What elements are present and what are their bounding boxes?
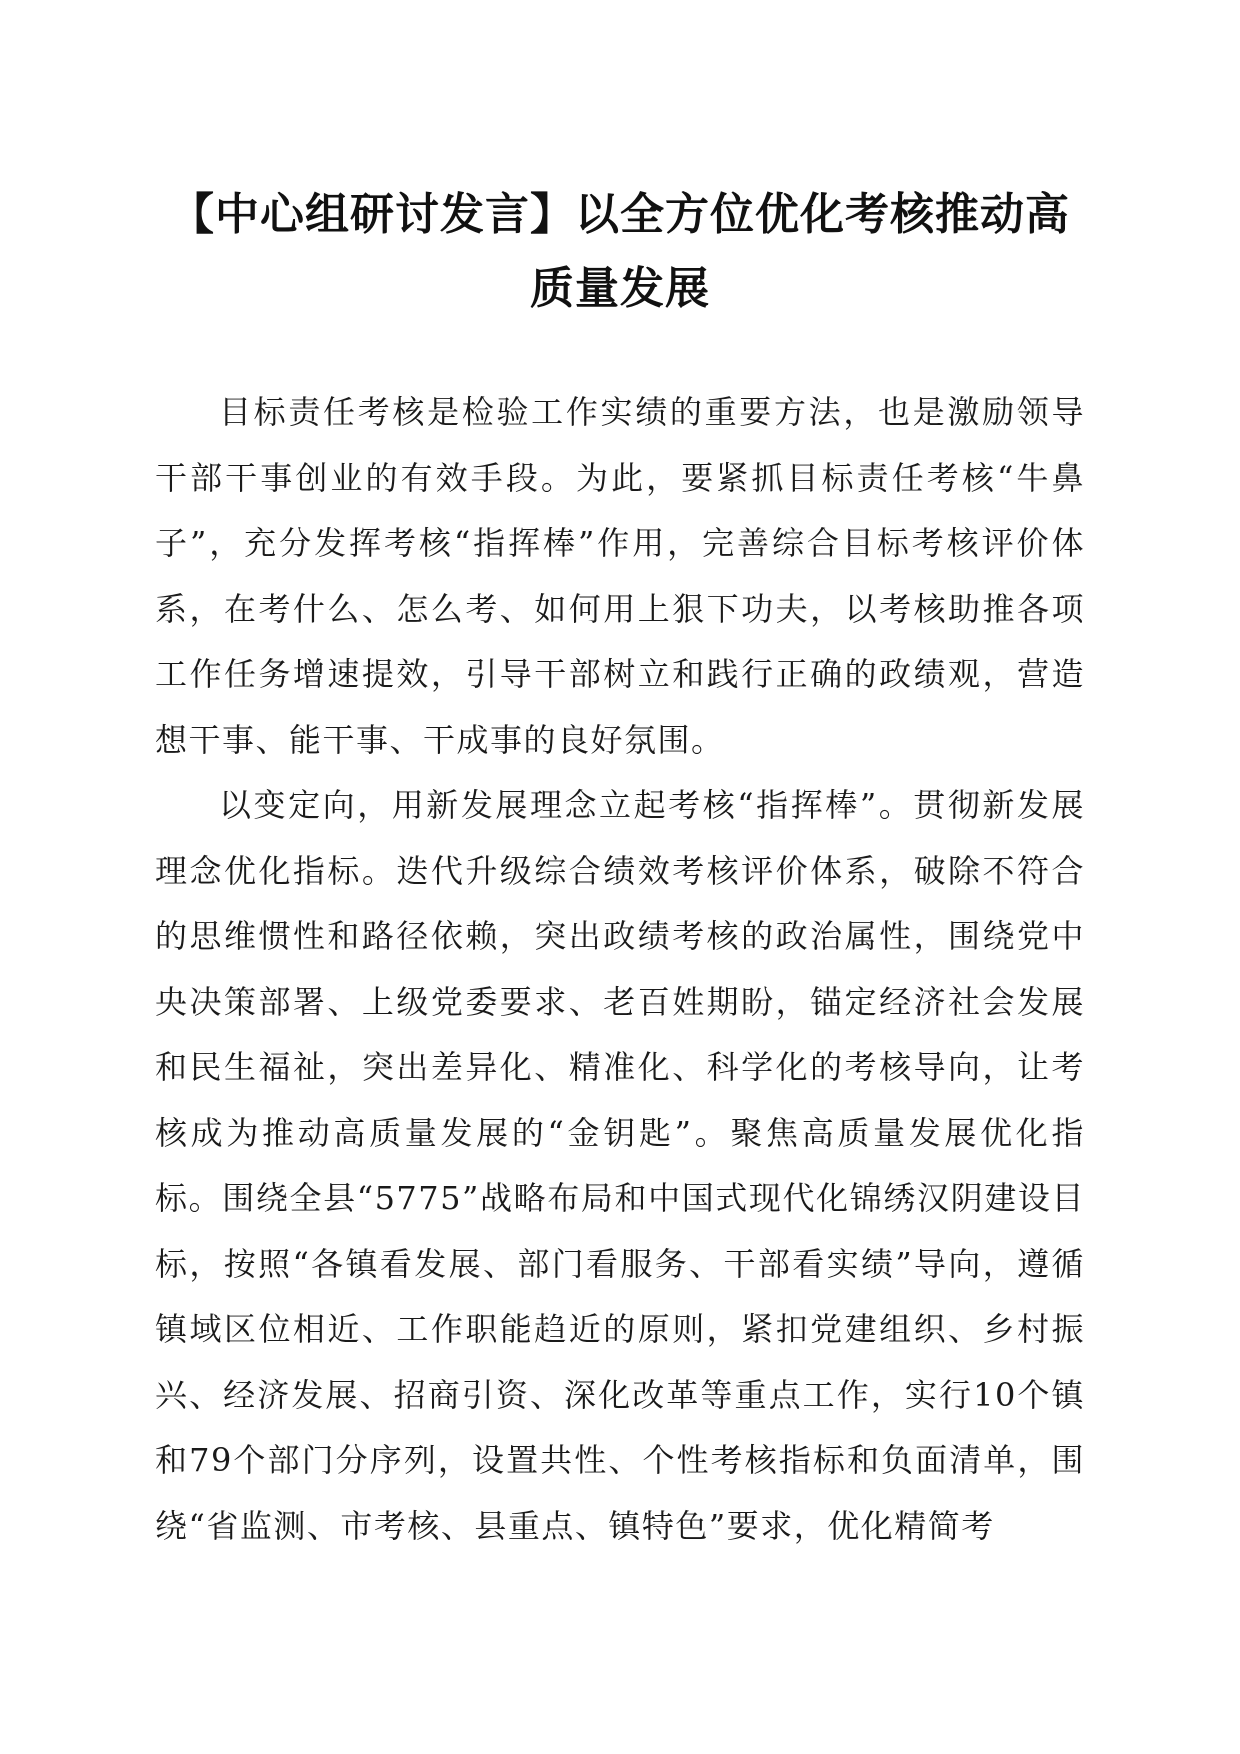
paragraph-intro: 目标责任考核是检验工作实绩的重要方法，也是激励领导干部干事创业的有效手段。为此，要紧抓目标责任考核“牛鼻子”，充分发挥考核“指挥棒”作用，完善综合目标考核评价体系，在考什么、怎么考、如何用上狠下功夫，以考核助推各项工作任务增速提效，引导干部树立和践行正确的政绩观，营造想干事、能干事、干成事的良好氛围。 xyxy=(155,393,1085,759)
title-line-2: 质量发展 xyxy=(530,263,710,314)
title-line-1: 【中心组研讨发言】以全方位优化考核推动高 xyxy=(170,189,1070,240)
document-body xyxy=(155,380,1085,1559)
paragraph-section-1: 以变定向，用新发展理念立起考核“指挥棒”。贯彻新发展理念优化指标。迭代升级综合绩效考核评价体系，破除不符合的思维惯性和路径依赖，突出政绩考核的政治属性，围绕党中央决策部署、上级党委要求、老百姓期盼，锚定经济社会发展和民生福祉，突出差异化、精准化、科学化的考核导向，让考核成为推动高质量发展的“金钥匙”。聚焦高质量发展优化指标。围绕全县“5775”战略布局和中国式现代化锦绣汉阴建设目标，按照“各镇看发展、部门看服务、干部看实绩”导向，遵循镇域区位相近、工作职能趋近的原则，紧扣党建组织、乡村振兴、经济发展、招商引资、深化改革等重点工作，实行10个镇和79个部门分序列，设置共性、个性考核指标和负面清单，围绕“省监测、市考核、县重点、镇特色”要求，优化精简考 xyxy=(155,786,1085,1545)
document-title xyxy=(150,178,1090,326)
